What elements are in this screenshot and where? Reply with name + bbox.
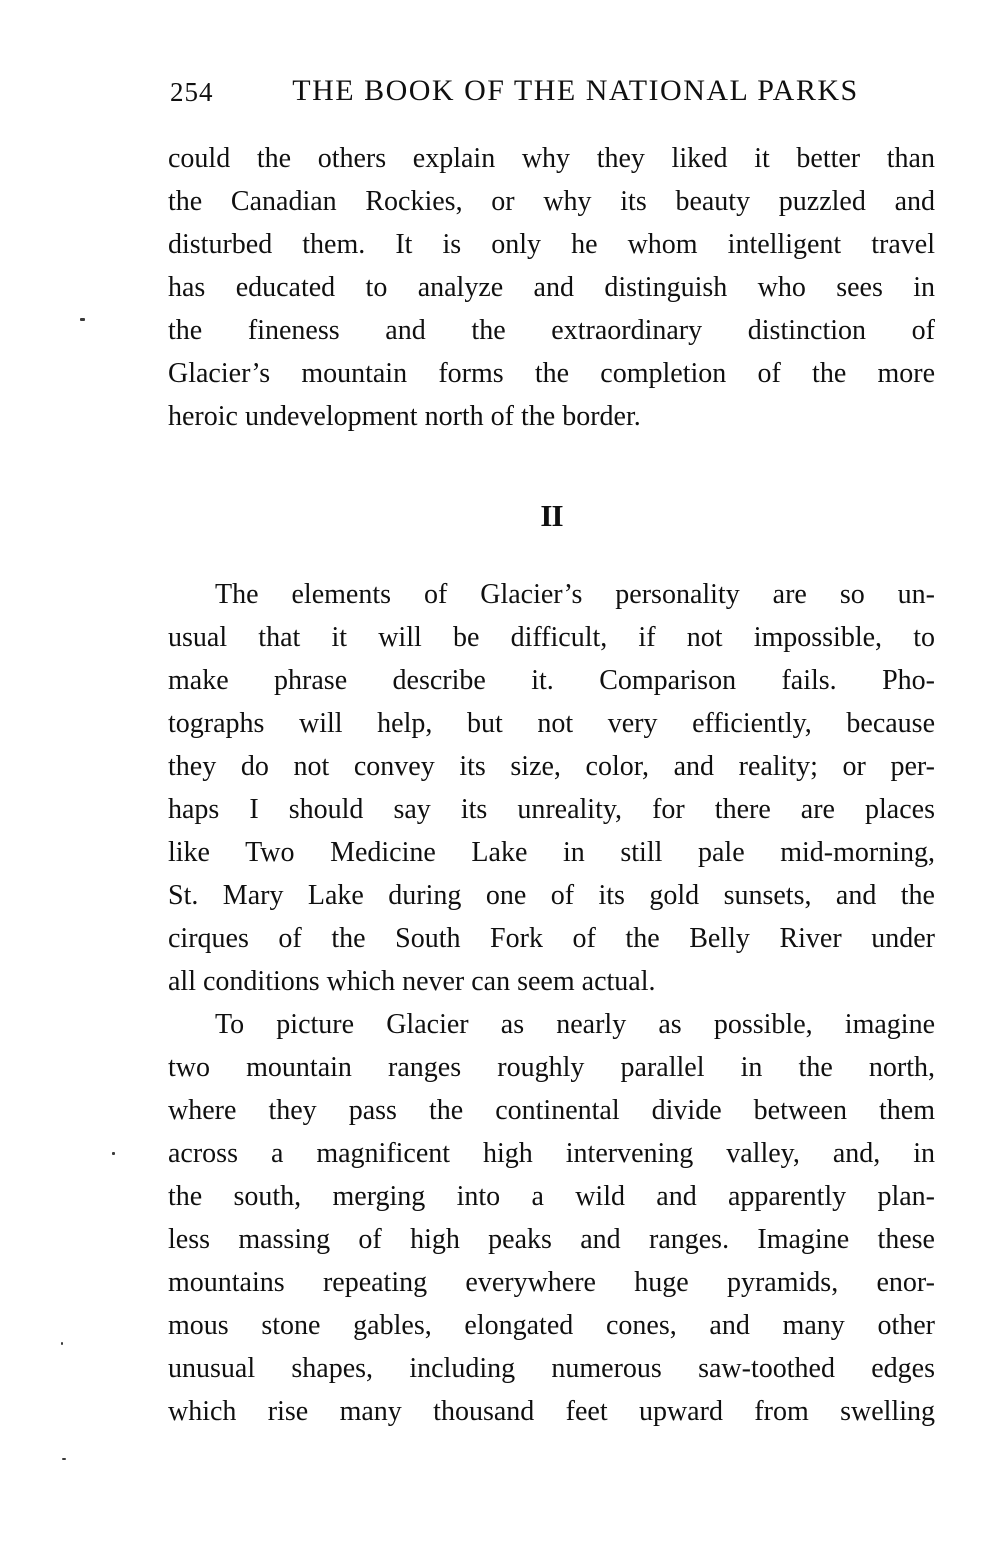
page-number: 254 — [170, 77, 214, 107]
text-line: the south, merging into a wild and apparently plan- — [168, 1181, 935, 1212]
text-line: disturbed them. It is only he whom intelligent travel — [168, 229, 935, 260]
text-line: where they pass the continental divide between them — [168, 1095, 935, 1126]
text-line: The elements of Glacier’s personality are so un- — [215, 579, 935, 610]
text-block — [168, 74, 935, 1433]
text-line: cirques of the South Fork of the Belly River under — [168, 923, 935, 954]
running-title: THE BOOK OF THE NATIONAL PARKS — [292, 74, 859, 107]
text-line: all conditions which never can seem actual. — [168, 966, 656, 997]
text-line: mountains repeating everywhere huge pyramids, enor- — [168, 1267, 935, 1298]
text-line: the fineness and the extraordinary distinction of — [168, 315, 935, 346]
margin-speck — [80, 318, 85, 321]
text-line: make phrase describe it. Comparison fails. Pho- — [168, 665, 935, 696]
text-line: mous stone gables, elongated cones, and many other — [168, 1310, 935, 1341]
text-line: like Two Medicine Lake in still pale mid-morning, — [168, 837, 935, 868]
text-line: less massing of high peaks and ranges. Imagine these — [168, 1224, 935, 1255]
margin-speck — [112, 1152, 115, 1155]
text-line: which rise many thousand feet upward from swelling — [168, 1396, 935, 1427]
paragraph — [168, 137, 935, 438]
text-line: they do not convey its size, color, and reality; or per- — [168, 751, 935, 782]
text-line: To picture Glacier as nearly as possible, imagine — [215, 1009, 935, 1040]
paragraph — [168, 573, 935, 1003]
text-line: Glacier’s mountain forms the completion of the more — [168, 358, 935, 389]
text-line: the Canadian Rockies, or why its beauty puzzled and — [168, 186, 935, 217]
text-line: heroic undevelopment north of the border. — [168, 401, 641, 432]
paragraph — [168, 1003, 935, 1433]
text-line: St. Mary Lake during one of its gold sunsets, and the — [168, 880, 935, 911]
text-line: has educated to analyze and distinguish who sees in — [168, 272, 935, 303]
running-header — [168, 74, 935, 108]
text-line: across a magnificent high intervening valley, and, in — [168, 1138, 935, 1169]
margin-speck — [62, 1458, 66, 1460]
text-line: tographs will help, but not very efficiently, because — [168, 708, 935, 739]
text-line: haps I should say its unreality, for there are places — [168, 794, 935, 825]
text-line: two mountain ranges roughly parallel in the north, — [168, 1052, 935, 1083]
text-line: usual that it will be difficult, if not impossible, to — [168, 622, 935, 653]
body-text — [168, 137, 935, 1433]
text-line: unusual shapes, including numerous saw-toothed edges — [168, 1353, 935, 1384]
text-line: could the others explain why they liked it better than — [168, 143, 935, 174]
section-heading: II — [540, 498, 563, 533]
margin-speck — [61, 1342, 63, 1345]
